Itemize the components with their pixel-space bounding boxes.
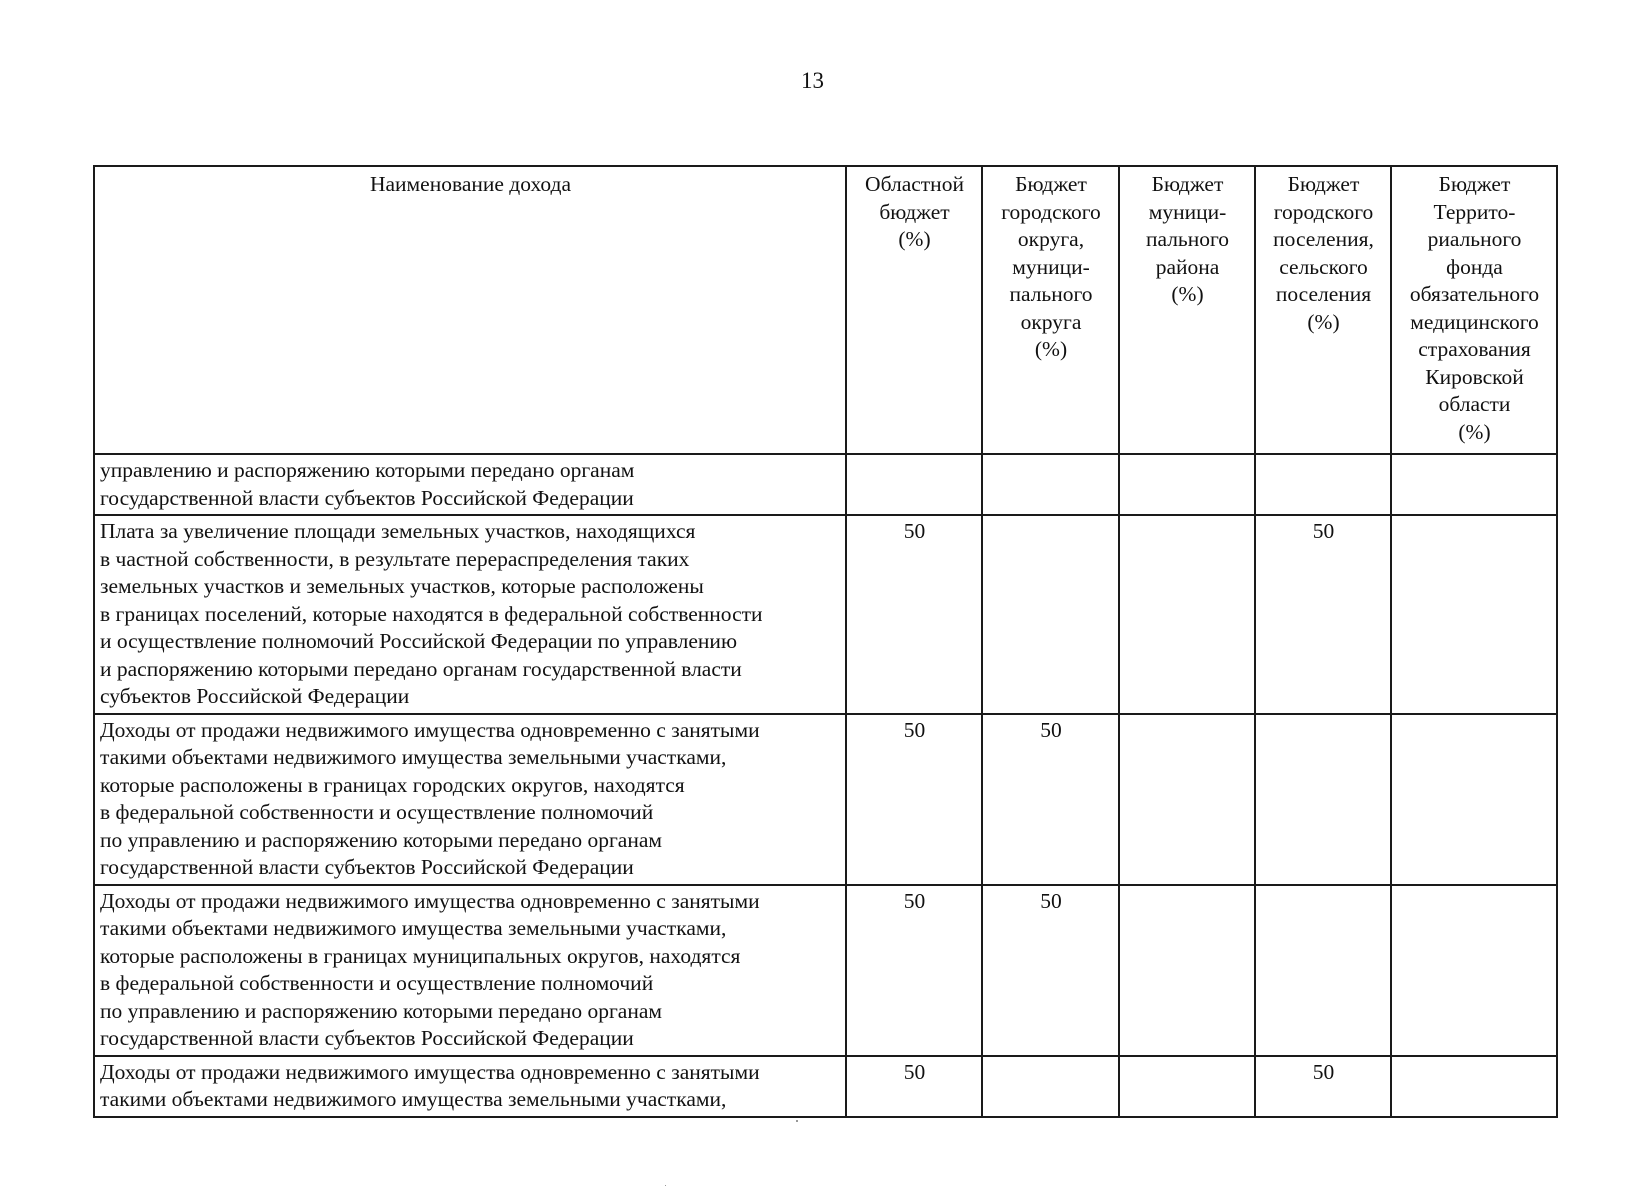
municipal-district-budget-cell	[1119, 714, 1255, 885]
settlement-budget-cell: 50	[1255, 1056, 1391, 1117]
scan-speck	[665, 1185, 666, 1186]
header-municipal-district-budget: Бюджет муници- пального района (%)	[1119, 166, 1255, 454]
table-row	[94, 714, 1557, 885]
income-name-cell: Доходы от продажи недвижимого имущества одновременно с занятыми такими объектами недвижимого имущества земельными участками, которые расположены в границах муниципальных округов, находятся в федеральной собственности и осуществление полномочий по управлению и распоряжению которыми передано органам государственной власти субъектов Российской Федерации	[94, 885, 846, 1056]
income-distribution-table	[93, 165, 1558, 1118]
regional-budget-cell: 50	[846, 714, 982, 885]
regional-budget-cell: 50	[846, 1056, 982, 1117]
health-fund-budget-cell	[1391, 885, 1557, 1056]
city-district-budget-cell	[982, 515, 1119, 714]
page-number: 13	[801, 68, 824, 93]
header-regional-budget: Областной бюджет (%)	[846, 166, 982, 454]
health-fund-budget-cell	[1391, 515, 1557, 714]
table-row	[94, 454, 1557, 515]
regional-budget-cell: 50	[846, 515, 982, 714]
city-district-budget-cell: 50	[982, 885, 1119, 1056]
header-settlement-budget: Бюджет городского поселения, сельского поселения (%)	[1255, 166, 1391, 454]
header-income-name: Наименование дохода	[94, 166, 846, 454]
city-district-budget-cell	[982, 1056, 1119, 1117]
municipal-district-budget-cell	[1119, 515, 1255, 714]
health-fund-budget-cell	[1391, 454, 1557, 515]
city-district-budget-cell: 50	[982, 714, 1119, 885]
header-city-district-budget: Бюджет городского округа, муници- пального округа (%)	[982, 166, 1119, 454]
table-row	[94, 515, 1557, 714]
regional-budget-cell: 50	[846, 885, 982, 1056]
table-row	[94, 1056, 1557, 1117]
income-name-cell: Плата за увеличение площади земельных участков, находящихся в частной собственности, в результате перераспределения таких земельных участков и земельных участков, которые расположены в границах поселений, которые находятся в федеральной собственности и осуществление полномочий Российской Федерации по управлению и распоряжению которыми передано органам государственной власти субъектов Российской Федерации	[94, 515, 846, 714]
municipal-district-budget-cell	[1119, 454, 1255, 515]
municipal-district-budget-cell	[1119, 1056, 1255, 1117]
regional-budget-cell	[846, 454, 982, 515]
settlement-budget-cell	[1255, 885, 1391, 1056]
city-district-budget-cell	[982, 454, 1119, 515]
header-health-insurance-fund-budget: Бюджет Террито- риального фонда обязательного медицинского страхования Кировской области (%)	[1391, 166, 1557, 454]
health-fund-budget-cell	[1391, 1056, 1557, 1117]
settlement-budget-cell	[1255, 714, 1391, 885]
income-name-cell: Доходы от продажи недвижимого имущества одновременно с занятыми такими объектами недвижимого имущества земельными участками,	[94, 1056, 846, 1117]
income-name-cell: управлению и распоряжению которыми передано органам государственной власти субъектов Российской Федерации	[94, 454, 846, 515]
scan-speck	[796, 1120, 798, 1122]
health-fund-budget-cell	[1391, 714, 1557, 885]
table-row	[94, 885, 1557, 1056]
municipal-district-budget-cell	[1119, 885, 1255, 1056]
income-name-cell: Доходы от продажи недвижимого имущества одновременно с занятыми такими объектами недвижимого имущества земельными участками, которые расположены в границах городских округов, находятся в федеральной собственности и осуществление полномочий по управлению и распоряжению которыми передано органам государственной власти субъектов Российской Федерации	[94, 714, 846, 885]
table-header-row	[94, 166, 1557, 454]
settlement-budget-cell: 50	[1255, 515, 1391, 714]
settlement-budget-cell	[1255, 454, 1391, 515]
